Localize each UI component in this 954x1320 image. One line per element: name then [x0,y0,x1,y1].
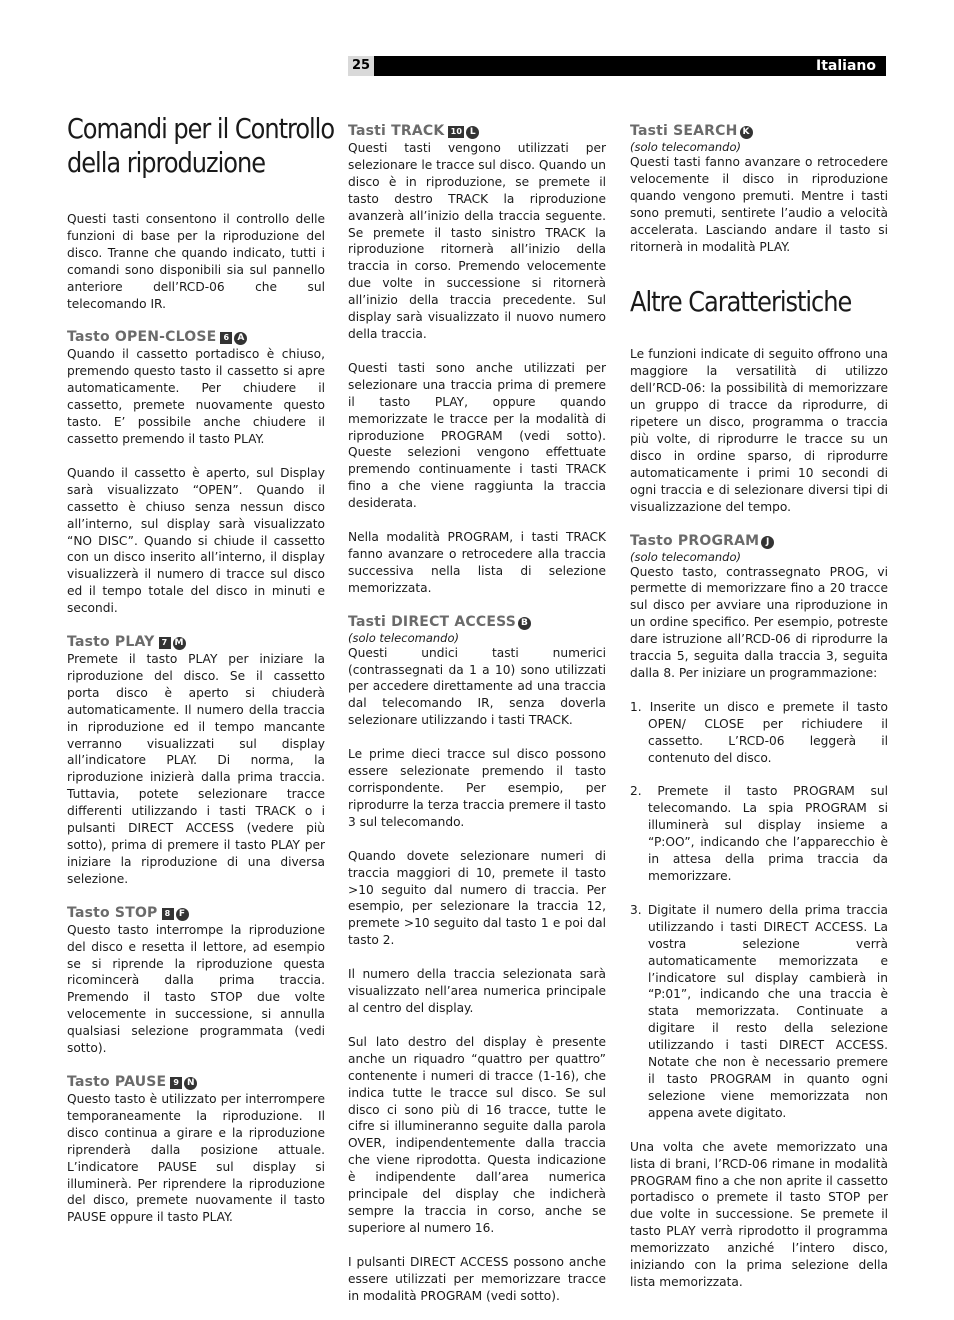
badge-n-icon: N [184,1077,197,1090]
direct-access-section [348,613,606,1305]
badge-f-icon: F [176,908,189,921]
title-line-2: della riproduzione [67,146,265,179]
program-step-3: 3. Digitate il numero della prima traccia utilizzando i tasti DIRECT ACCESS. La vostra selezione verrà automaticamente memorizzata e l’indicatore sul display cambierà in “P:01”, indicando che una traccia è stata memorizzata. Continuate a digitare il resto della selezione utilizzando i tasti DIRECT ACCESS. Notate che non è necessario premere il tasto PROGRAM in quanto ogni selezione viene memorizzata non appena avete digitato. [630,902,888,1120]
search-heading: Tasti SEARCH K [630,122,888,140]
program-steps-list [630,699,888,1122]
program-step-2: 2. Premete il tasto PROGRAM sul telecomando. La spia PROGRAM si illuminerà sul display insieme a “P:OO”, indicando che l’apparecchio è in attesa della prima traccia da memorizzare. [630,784,888,883]
section-title-other-features: Altre Caratteristiche [630,285,852,319]
track-p1: Questi tasti vengono utilizzati per selezionare le tracce sul disco. Quando un disco è in riproduzione, se premete il tasto destro TRACK la riproduzione avanzerà all’inizio della traccia seguente. Se premete il tasto sinistro TRACK la riproduzione ritornerà all’inizio della traccia in corso. Premendo velocemente due volte in successione si ritornerà all’inizio della traccia precedente. Sul display sarà visualizzato il nuovo numero della traccia. [348,141,606,341]
stop-p1: Questo tasto interrompe la riproduzione del disco e resetta il lettore, ad esempio se si riprende la riproduzione questa ricomincerà dalla prima traccia. Premendo il tasto STOP due volte velocemente in successione, si annulla qualsiasi selezione programmata (vedi sotto). [67,922,325,1056]
column-middle [348,122,606,1320]
open-close-p2: Quando il cassetto è aperto, sul Display sarà visualizzato “OPEN”. Quando il cassetto è chiuso senza nessun disco all’interno, sul display sarà visualizzato “NO DISC”. Quando si chiude il cassetto con un disco inserito all’interno, il display visualizzerà il numero di tracce sul disco ed il tempo totale del disco in minuti e secondi. [67,465,325,616]
play-section [67,633,325,888]
badge-a-icon: A [234,332,247,345]
pause-p1: Questo tasto è utilizzato per interrompere temporaneamente la riproduzione. Il disco continua a girare e la riproduzione riprenderà dalla posizione attuale. L’indicatore PAUSE sul display si illuminerà. Per riprendere la riproduzione del disco, premete nuovamente il tasto PAUSE oppure il tasto PLAY. [67,1091,325,1225]
program-p2: Una volta che avete memorizzato una lista di brani, l’RCD-06 rimane in modalità PROGRAM fino a che non aprite il cassetto portadisco o premete il tasto STOP per due volte in successione. Se premete il tasto PLAY verrà riprodotto il programma memorizzato anziché l’intero disco, iniziando con la prima selezione della lista memorizzata. [630,1139,888,1289]
direct-access-p2: Le prime dieci tracce sul disco possono essere selezionate premendo il tasto corrispondente. Per esempio, per riprodurre la terza traccia premere il tasto 3 sul telecomando. [348,747,606,829]
section-title-playback-controls [67,112,335,180]
track-section [348,122,606,597]
language-label: Italiano [816,58,876,74]
program-p1: Questo tasto, contrassegnato PROG, vi permette di memorizzare fino a 20 tracce sul disco per avviare una riproduzione in un ordine specifico. Per esempio, potreste dare istruzione all’RCD-06 di riprodurre la traccia 5, seguita dalla traccia 3, seguita dalla 8. Per iniziare un programmazione: [630,564,888,680]
open-close-heading: Tasto OPEN-CLOSE 6 A [67,328,325,346]
page-number: 25 [348,56,374,76]
track-heading: Tasti TRACK 10 L [348,122,606,140]
direct-access-note: (solo telecomando) [348,630,459,645]
track-p2: Questi tasti sono anche utilizzati per selezionare una traccia prima di premere il tasto PLAY, oppure quando memorizzate le tracce per la modalità di riproduzione PROGRAM (vedi sotto). Queste selezioni vengono effettuate premendo continuamente i tasti TRACK fino a che viene raggiunta la traccia desiderata. [348,360,606,511]
direct-access-p4: Il numero della traccia selezionata sarà visualizzato nell’area numerica principale al centro del display. [348,967,606,1015]
open-close-p1: Quando il cassetto portadisco è chiuso, premendo questo tasto il cassetto si apre automaticamente. Per chiudere il cassetto, premete nuovamente questo tasto. E’ possibile anche chiudere il cassetto premendo il tasto PLAY. [67,347,325,446]
stop-section [67,904,325,1057]
badge-b-icon: B [518,617,531,630]
pause-section [67,1073,325,1226]
stop-heading: Tasto STOP 8 F [67,904,325,922]
column-right [630,122,888,1291]
direct-access-heading: Tasti DIRECT ACCESS B [348,613,606,631]
play-heading: Tasto PLAY 7 M [67,634,184,651]
badge-k-icon: K [740,126,753,139]
search-note: (solo telecomando) [630,140,741,154]
badge-l-icon: L [466,126,479,139]
features-intro: Le funzioni indicate di seguito offrono una maggiore la versatilità di utilizzo dell’RCD-06: la possibilità di memorizzare un gruppo di tracce da riprodurre, di ripetere un disco, programma o traccia più volte, di riprodurre le tracce su un disco in ordine sparso, di riprodurre automaticamente i primi 10 secondi di ogni traccia e di selezionare diversi tipi di visualizzazione del tempo. [630,347,888,514]
direct-access-p5: Sul lato destro del display è presente anche un riquadro “quattro per quattro” contenente i numeri di tracce (1-16), che indica tutte le tracce sul disco. Se sul disco ci sono più di 16 tracce, tutte le cifre si illumineranno seguite dalla parola OVER, indipendentemente dalla traccia che viene riprodotta. Questa indicazione è indipendente dall’area numerica principale del display che indicherà sempre la traccia in corso, anche se superiore al numero 16. [348,1034,606,1235]
direct-access-p6: I pulsanti DIRECT ACCESS possono anche essere utilizzati per memorizzare tracce in modalità PROGRAM (vedi sotto). [348,1254,606,1303]
key-9-icon: 9 [170,1077,182,1089]
badge-m-icon: M [174,638,184,649]
title-line-1: Comandi per il Controllo [67,112,335,145]
search-section [630,122,888,255]
key-8-icon: 8 [162,908,174,920]
key-10-icon: 10 [448,126,464,138]
badge-j-icon: J [761,536,774,549]
program-section [630,532,888,1291]
key-6-icon: 6 [220,332,232,344]
track-p3: Nella modalità PROGRAM, i tasti TRACK fanno avanzare o retrocedere alla traccia successiva nella lista di selezione memorizzata. [348,530,606,595]
page-header-bar [348,56,886,76]
program-note: (solo telecomando) [630,549,741,564]
pause-heading: Tasto PAUSE 9 N [67,1073,325,1091]
key-7-icon: 7 [159,637,171,649]
intro-paragraph: Questi tasti consentono il controllo delle funzioni di base per la riproduzione del disco. Tranne che quando indicato, tutti i comandi sono disponibili sia sul pannello anteriore dell’RCD-06 che sul telecomando IR. [67,212,325,311]
open-close-section [67,328,325,617]
search-p1: Questi tasti fanno avanzare o retrocedere velocemente il disco in riproduzione quando vengono premuti. Mentre i tasti sono premuti, sentirete l’audio a velocità accelerata. Lasciando andare il tasto si ritornerà in modalità PLAY. [630,155,888,254]
program-step-1: 1. Inserite un disco e premete il tasto OPEN/ CLOSE per richiudere il cassetto. L’RCD-06 leggerà il contenuto del disco. [630,699,888,765]
direct-access-p1: Questi undici tasti numerici (contrassegnati da 1 a 10) sono utilizzati per accedere direttamente ad una traccia dal telecomando IR, senza doverla selezionare utilizzando i tasti TRACK. [348,645,606,728]
column-left [67,112,335,1242]
program-heading: Tasto PROGRAM J [630,532,888,550]
direct-access-p3: Quando dovete selezionare numeri di traccia maggiori di 10, premete il tasto >10 seguito dal numero di traccia. Per esempio, per selezionare la traccia 12, premete >10 seguito dal tasto 1 e poi dal tasto 2. [348,848,606,948]
play-p1: Premete il tasto PLAY per iniziare la riproduzione del disco. Se il cassetto porta disco è aperto si chiuderà automaticamente. Il numero della traccia in riproduzione ed il tempo mancante verranno visualizzati sul display all’indicatore PLAY. Di norma, la riproduzione inizierà dalla prima traccia. Tuttavia, potete selezionare tracce differenti utilizzando i tasti TRACK o i pulsanti DIRECT ACCESS (vedere più sotto), prima di premere il tasto PLAY per iniziare la riproduzione di una diversa selezione. [67,652,325,886]
